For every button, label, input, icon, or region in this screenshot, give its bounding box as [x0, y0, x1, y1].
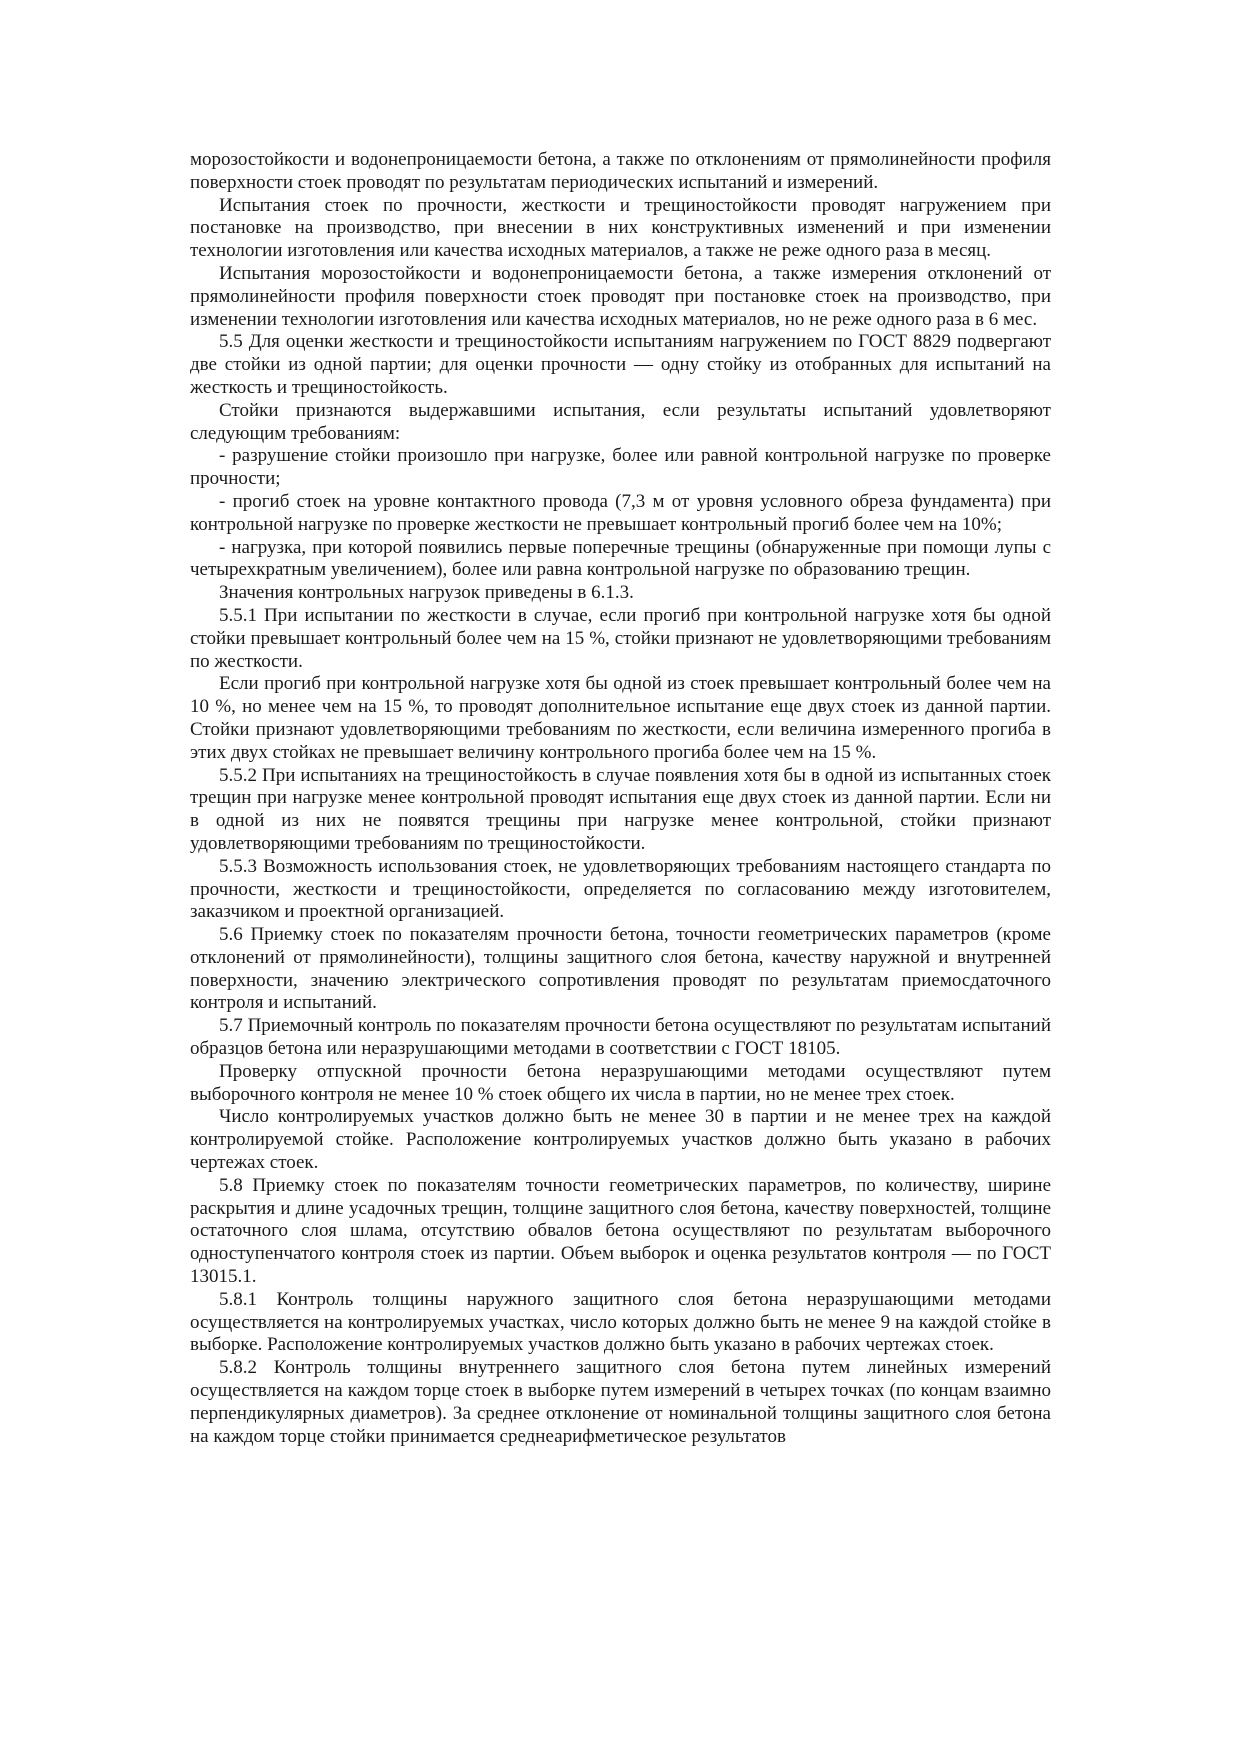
paragraph: Испытания морозостойкости и водонепроницаемости бетона, а также измерения отклонений от прямолинейности профиля поверхности стоек проводят при постановке стоек на производство, при изменении технологии изготовления или качества исходных материалов, но не реже одного раза в 6 мес. [190, 262, 1051, 330]
paragraph: 5.8.2 Контроль толщины внутреннего защитного слоя бетона путем линейных измерений осуществляется на каждом торце стоек в выборке путем измерений в четырех точках (по концам взаимно перпендикулярных диаметров). За среднее отклонение от номинальной толщины защитного слоя бетона на каждом торце стойки принимается среднеарифметическое результатов [190, 1357, 1051, 1447]
paragraph: Значения контрольных нагрузок приведены в 6.1.3. [219, 582, 634, 604]
paragraph: морозостойкости и водонепроницаемости бетона, а также по отклонениям от прямолинейности профиля поверхности стоек проводят по результатам периодических испытаний и измерений. [190, 149, 1051, 193]
paragraph: Испытания стоек по прочности, жесткости и трещиностойкости проводят нагружением при постановке на производство, при внесении в них конструктивных изменений и при изменении технологии изготовления или качества исходных материалов, а также не реже одного раза в месяц. [190, 194, 1051, 262]
paragraph: - нагрузка, при которой появились первые поперечные трещины (обнаруженные при помощи лупы с четырехкратным увеличением), более или равна контрольной нагрузке по образованию трещин. [190, 536, 1051, 581]
paragraph: Число контролируемых участков должно быть не менее 30 в партии и не менее трех на каждой контролируемой стойке. Расположение контролируемых участков должно быть указано в рабочих чертежах стоек. [190, 1106, 1051, 1174]
paragraph: - разрушение стойки произошло при нагрузке, более или равной контрольной нагрузке по проверке прочности; [190, 445, 1051, 490]
paragraph: Стойки признаются выдержавшими испытания, если результаты испытаний удовлетворяют следующим требованиям: [190, 399, 1051, 444]
paragraph: 5.7 Приемочный контроль по показателям прочности бетона осуществляют по результатам испытаний образцов бетона или неразрушающими методами в соответствии с ГОСТ 18105. [190, 1015, 1051, 1060]
paragraph: Если прогиб при контрольной нагрузке хотя бы одной из стоек превышает контрольный более чем на 10 %, но менее чем на 15 %, то проводят дополнительное испытание еще двух стоек из данной партии. Стойки признают удовлетворяющими требованиям по жесткости, если величина измеренного прогиба в этих двух стойках не превышает величину контрольного прогиба более чем на 15 %. [190, 673, 1051, 763]
paragraph: 5.6 Приемку стоек по показателям прочности бетона, точности геометрических параметров (кроме отклонений от прямолинейности), толщины защитного слоя бетона, качеству наружной и внутренней поверхности, значению электрического сопротивления проводят по результатам приемосдаточного контроля и испытаний. [190, 924, 1051, 1014]
document-body [190, 149, 1051, 1448]
paragraph: - прогиб стоек на уровне контактного провода (7,3 м от уровня условного обреза фундамента) при контрольной нагрузке по проверке жесткости не превышает контрольный прогиб более чем на 10%; [190, 490, 1051, 535]
paragraph: 5.5.1 При испытании по жесткости в случае, если прогиб при контрольной нагрузке хотя бы одной стойки превышает контрольный более чем на 15 %, стойки признают не удовлетворяющими требованиям по жесткости. [190, 604, 1051, 672]
paragraph: Проверку отпускной прочности бетона неразрушающими методами осуществляют путем выборочного контроля не менее 10 % стоек общего их числа в партии, но не менее трех стоек. [190, 1060, 1051, 1105]
paragraph: 5.5 Для оценки жесткости и трещиностойкости испытаниям нагружением по ГОСТ 8829 подвергают две стойки из одной партии; для оценки прочности — одну стойку из отобранных для испытаний на жесткость и трещиностойкость. [190, 331, 1051, 398]
paragraph: 5.5.3 Возможность использования стоек, не удовлетворяющих требованиям настоящего стандарта по прочности, жесткости и трещиностойкости, определяется по согласованию между изготовителем, заказчиком и проектной организацией. [190, 855, 1051, 923]
paragraph: 5.8.1 Контроль толщины наружного защитного слоя бетона неразрушающими методами осуществляется на контролируемых участках, число которых должно быть не менее 9 на каждой стойке в выборке. Расположение контролируемых участков должно быть указано в рабочих чертежах стоек. [190, 1288, 1051, 1356]
paragraph: 5.8 Приемку стоек по показателям точности геометрических параметров, по количеству, ширине раскрытия и длине усадочных трещин, толщине защитного слоя бетона, качеству поверхностей, толщине остаточного слоя шлама, отсутствию обвалов бетона осуществляют по результатам выборочного одноступенчатого контроля стоек из партии. Объем выборок и оценка результатов контроля — по ГОСТ 13015.1. [190, 1174, 1051, 1288]
paragraph: 5.5.2 При испытаниях на трещиностойкость в случае появления хотя бы в одной из испытанных стоек трещин при нагрузке менее контрольной проводят испытания еще двух стоек из данной партии. Если ни в одной из них не появятся трещины при нагрузке менее контрольной, стойки признают удовлетворяющими требованиям по трещиностойкости. [190, 764, 1051, 854]
